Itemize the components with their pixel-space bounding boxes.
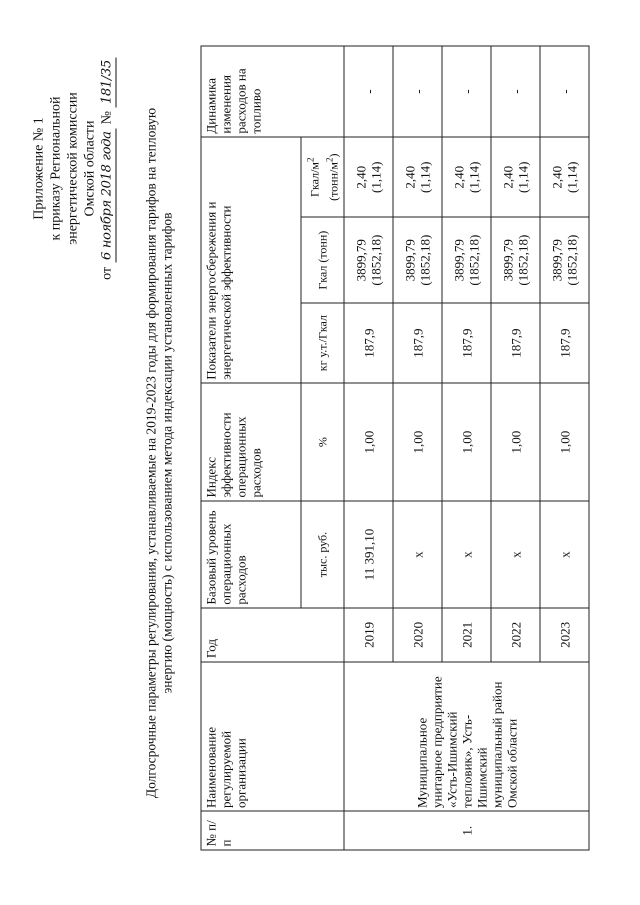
header-year: Год: [201, 608, 344, 662]
fuel-cell: -: [393, 46, 442, 137]
appendix-order-ref: к приказу Региональной: [48, 95, 63, 241]
appendix-commission: энергетической комиссии: [65, 91, 80, 245]
fuel-cell: -: [540, 46, 589, 137]
handwritten-date: 6 ноября 2018 года: [98, 128, 116, 263]
gkal-cell: 3899,79 (1852,18): [540, 217, 589, 303]
index-cell: 1,00: [344, 383, 393, 501]
year-cell: 2023: [540, 608, 589, 662]
title-line-1: Долгосрочные параметры регулирования, устанавливаемые на 2019-2023 годы для формирования тарифов на тепловую: [143, 107, 158, 798]
gkal-cell: 3899,79 (1852,18): [393, 217, 442, 303]
row-number: 1.: [344, 811, 589, 850]
kg-cell: 187,9: [540, 303, 589, 383]
base-cell: x: [393, 501, 442, 608]
base-cell: x: [491, 501, 540, 608]
header-fuel-dynamics: Динамика изменения расходов на топливо: [201, 46, 344, 137]
header-organization: Наименование регулируемой организации: [201, 661, 344, 811]
gkal-cell: 3899,79 (1852,18): [491, 217, 540, 303]
unit-gkal-m2: Гкал/$м^2$ $(тонн/м^2)$: [301, 137, 344, 217]
index-cell: 1,00: [393, 383, 442, 501]
kg-cell: 187,9: [442, 303, 491, 383]
table-row: [344, 46, 393, 850]
index-cell: 1,00: [491, 383, 540, 501]
unit-base: тыс. руб.: [301, 501, 344, 608]
year-cell: 2020: [393, 608, 442, 662]
document-title: [143, 40, 175, 865]
title-line-2: энергию (мощность) с использованием метода индексации установленных тарифов: [159, 211, 174, 694]
header-num: № п/п: [201, 811, 344, 850]
kg-cell: 187,9: [491, 303, 540, 383]
header-efficiency-index: Индекс эффективности операционных расходов: [201, 383, 301, 501]
m2-cell: 2,40 (1,14): [540, 137, 589, 217]
date-prefix: от: [99, 266, 114, 280]
year-cell: 2021: [442, 608, 491, 662]
m2-cell: 2,40 (1,14): [344, 137, 393, 217]
fuel-cell: -: [344, 46, 393, 137]
appendix-header: [30, 18, 116, 318]
m2-cell: 2,40 (1,14): [393, 137, 442, 217]
gkal-cell: 3899,79 (1852,18): [344, 217, 393, 303]
appendix-region: Омской области: [82, 119, 97, 217]
unit-index: %: [301, 383, 344, 501]
number-prefix: №: [99, 110, 114, 124]
m2-cell: 2,40 (1,14): [491, 137, 540, 217]
year-cell: 2019: [344, 608, 393, 662]
gkal-cell: 3899,79 (1852,18): [442, 217, 491, 303]
year-cell: 2022: [491, 608, 540, 662]
unit-gkal: Гкал (тонн): [301, 217, 344, 303]
index-cell: 1,00: [540, 383, 589, 501]
header-energy-saving: Показатели энергосбережения и энергетической эффективности: [201, 137, 301, 383]
unit-kg: кг у.т./Гкал: [301, 303, 344, 383]
fuel-cell: -: [442, 46, 491, 137]
handwritten-number: 181/35: [98, 57, 116, 107]
base-cell: x: [540, 501, 589, 608]
base-cell: x: [442, 501, 491, 608]
organization-name: Муниципальное унитарное предприятие «Усть-Ишимский тепловик», Усть-Ишимский муниципальный район Омской области: [344, 661, 589, 811]
kg-cell: 187,9: [393, 303, 442, 383]
index-cell: 1,00: [442, 383, 491, 501]
tariff-parameters-table: [200, 45, 589, 850]
fuel-cell: -: [491, 46, 540, 137]
header-base-level: Базовый уровень операционных расходов: [201, 501, 301, 608]
kg-cell: 187,9: [344, 303, 393, 383]
appendix-label: Приложение № 1: [31, 116, 46, 220]
base-cell: 11 391,10: [344, 501, 393, 608]
table-header-row: [201, 46, 301, 850]
order-date-line: [98, 18, 116, 318]
m2-cell: 2,40 (1,14): [442, 137, 491, 217]
